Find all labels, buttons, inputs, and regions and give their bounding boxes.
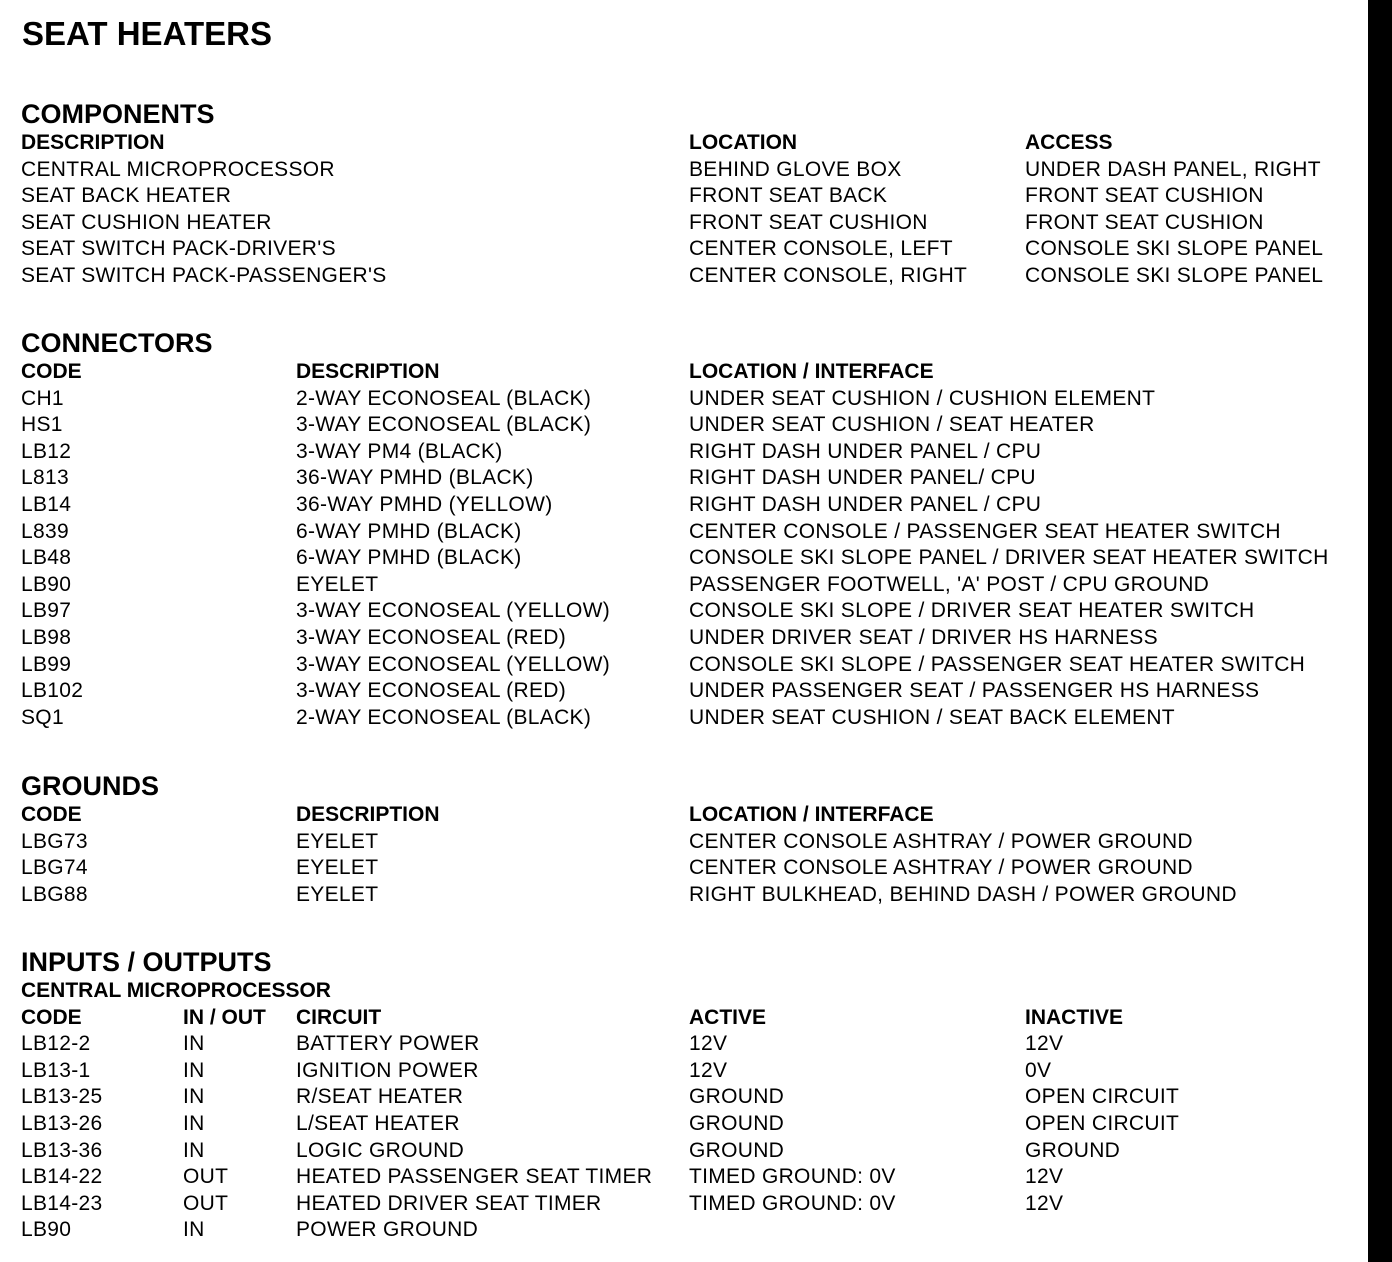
- circuit-cell: HEATED DRIVER SEAT TIMER: [296, 1191, 602, 1215]
- inactive-cell: OPEN CIRCUIT: [1025, 1085, 1180, 1109]
- code-cell: LB102: [21, 679, 84, 703]
- page-edge-bar: [1368, 0, 1392, 1262]
- code-cell: LB12-2: [21, 1032, 91, 1056]
- location-cell: CONSOLE SKI SLOPE / PASSENGER SEAT HEATER SWITCH: [689, 652, 1306, 676]
- location-cell: CONSOLE SKI SLOPE PANEL / DRIVER SEAT HEATER SWITCH: [689, 546, 1329, 570]
- in-out-cell: IN: [183, 1058, 205, 1082]
- location-cell: CENTER CONSOLE ASHTRAY / POWER GROUND: [689, 856, 1193, 880]
- location-cell: UNDER PASSENGER SEAT / PASSENGER HS HARNESS: [689, 679, 1260, 703]
- description-cell: SEAT SWITCH PACK-PASSENGER'S: [21, 263, 387, 287]
- io-subheading: CENTRAL MICROPROCESSOR: [21, 979, 331, 1002]
- table-row: [21, 210, 1366, 237]
- code-cell: LB90: [21, 1218, 72, 1242]
- access-cell: UNDER DASH PANEL, RIGHT: [1025, 157, 1321, 181]
- location-cell: PASSENGER FOOTWELL, 'A' POST / CPU GROUND: [689, 572, 1210, 596]
- column-header: ACTIVE: [689, 1005, 767, 1029]
- column-header: LOCATION: [689, 131, 798, 154]
- location-cell: FRONT SEAT CUSHION: [689, 210, 928, 234]
- location-cell: CENTER CONSOLE, RIGHT: [689, 263, 968, 287]
- table-row: [21, 678, 1366, 705]
- in-out-cell: IN: [183, 1138, 205, 1162]
- in-out-cell: IN: [183, 1111, 205, 1135]
- code-cell: LB12: [21, 439, 72, 463]
- active-cell: TIMED GROUND: 0V: [689, 1165, 896, 1189]
- table-row: [21, 439, 1366, 466]
- access-cell: FRONT SEAT CUSHION: [1025, 210, 1264, 234]
- code-cell: LB14: [21, 492, 72, 516]
- description-cell: 2-WAY ECONOSEAL (BLACK): [296, 705, 592, 729]
- grounds-header-row: [21, 802, 1366, 829]
- code-cell: LB97: [21, 599, 72, 623]
- location-cell: CENTER CONSOLE, LEFT: [689, 237, 953, 261]
- location-cell: FRONT SEAT BACK: [689, 184, 888, 208]
- code-cell: LB13-25: [21, 1085, 103, 1109]
- circuit-cell: L/SEAT HEATER: [296, 1111, 460, 1135]
- table-row: [21, 1084, 1366, 1111]
- description-cell: 3-WAY ECONOSEAL (RED): [296, 625, 567, 649]
- column-header: LOCATION / INTERFACE: [689, 803, 934, 826]
- location-cell: RIGHT DASH UNDER PANEL / CPU: [689, 492, 1042, 516]
- column-header: DESCRIPTION: [296, 803, 440, 826]
- column-header: CIRCUIT: [296, 1005, 382, 1029]
- column-header: DESCRIPTION: [296, 360, 440, 383]
- description-cell: CENTRAL MICROPROCESSOR: [21, 157, 335, 181]
- components-section: [21, 98, 1366, 290]
- circuit-cell: R/SEAT HEATER: [296, 1085, 464, 1109]
- grounds-section: [21, 770, 1366, 908]
- components-heading: COMPONENTS: [21, 99, 215, 129]
- table-row: [21, 1111, 1366, 1138]
- active-cell: GROUND: [689, 1085, 785, 1109]
- access-cell: CONSOLE SKI SLOPE PANEL: [1025, 263, 1324, 287]
- table-row: [21, 882, 1366, 909]
- inactive-cell: 12V: [1025, 1032, 1064, 1056]
- table-row: [21, 1164, 1366, 1191]
- description-cell: 2-WAY ECONOSEAL (BLACK): [296, 386, 592, 410]
- circuit-cell: BATTERY POWER: [296, 1032, 480, 1056]
- location-cell: RIGHT BULKHEAD, BEHIND DASH / POWER GROUND: [689, 882, 1237, 906]
- column-header: CODE: [21, 1005, 82, 1029]
- connectors-table-body: [21, 386, 1366, 732]
- table-row: [21, 1217, 1366, 1244]
- table-row: [21, 625, 1366, 652]
- location-cell: RIGHT DASH UNDER PANEL/ CPU: [689, 466, 1036, 490]
- location-cell: UNDER SEAT CUSHION / SEAT HEATER: [689, 413, 1095, 437]
- connectors-header-row: [21, 359, 1366, 386]
- location-cell: UNDER DRIVER SEAT / DRIVER HS HARNESS: [689, 625, 1158, 649]
- access-cell: FRONT SEAT CUSHION: [1025, 184, 1264, 208]
- in-out-cell: IN: [183, 1085, 205, 1109]
- description-cell: EYELET: [296, 856, 379, 880]
- table-row: [21, 1191, 1366, 1218]
- description-cell: SEAT SWITCH PACK-DRIVER'S: [21, 237, 336, 261]
- code-cell: L813: [21, 466, 69, 490]
- io-section: [21, 946, 1366, 1244]
- io-table-body: [21, 1031, 1366, 1244]
- location-cell: BEHIND GLOVE BOX: [689, 157, 902, 181]
- circuit-cell: POWER GROUND: [296, 1218, 479, 1242]
- table-row: [21, 1031, 1366, 1058]
- code-cell: LB14-22: [21, 1165, 103, 1189]
- description-cell: 3-WAY PM4 (BLACK): [296, 439, 503, 463]
- column-header: DESCRIPTION: [21, 131, 165, 154]
- table-row: [21, 652, 1366, 679]
- active-cell: 12V: [689, 1032, 728, 1056]
- code-cell: HS1: [21, 413, 63, 437]
- table-row: [21, 1138, 1366, 1165]
- inactive-cell: 12V: [1025, 1191, 1064, 1215]
- connectors-section: [21, 327, 1366, 731]
- code-cell: LB90: [21, 572, 72, 596]
- inactive-cell: OPEN CIRCUIT: [1025, 1111, 1180, 1135]
- table-row: [21, 1058, 1366, 1085]
- table-row: [21, 705, 1366, 732]
- access-cell: CONSOLE SKI SLOPE PANEL: [1025, 237, 1324, 261]
- in-out-cell: OUT: [183, 1165, 229, 1189]
- code-cell: LBG88: [21, 882, 88, 906]
- table-row: [21, 465, 1366, 492]
- description-cell: 3-WAY ECONOSEAL (YELLOW): [296, 652, 611, 676]
- in-out-cell: OUT: [183, 1191, 229, 1215]
- column-header: CODE: [21, 360, 82, 383]
- column-header: ACCESS: [1025, 131, 1113, 154]
- description-cell: 36-WAY PMHD (BLACK): [296, 466, 534, 490]
- table-row: [21, 598, 1366, 625]
- circuit-cell: IGNITION POWER: [296, 1058, 479, 1082]
- description-cell: EYELET: [296, 882, 379, 906]
- description-cell: 3-WAY ECONOSEAL (YELLOW): [296, 599, 611, 623]
- inactive-cell: GROUND: [1025, 1138, 1121, 1162]
- grounds-table-body: [21, 829, 1366, 909]
- code-cell: LBG73: [21, 829, 88, 853]
- location-cell: CENTER CONSOLE ASHTRAY / POWER GROUND: [689, 829, 1193, 853]
- column-header: CODE: [21, 803, 82, 826]
- code-cell: LB13-36: [21, 1138, 103, 1162]
- table-row: [21, 263, 1366, 290]
- description-cell: 3-WAY ECONOSEAL (BLACK): [296, 413, 592, 437]
- in-out-cell: IN: [183, 1218, 205, 1242]
- description-cell: 36-WAY PMHD (YELLOW): [296, 492, 553, 516]
- code-cell: LB98: [21, 625, 72, 649]
- description-cell: 6-WAY PMHD (BLACK): [296, 546, 522, 570]
- code-cell: L839: [21, 519, 69, 543]
- column-header: INACTIVE: [1025, 1005, 1124, 1029]
- description-cell: EYELET: [296, 829, 379, 853]
- active-cell: TIMED GROUND: 0V: [689, 1191, 896, 1215]
- code-cell: LBG74: [21, 856, 88, 880]
- code-cell: LB13-26: [21, 1111, 103, 1135]
- table-row: [21, 545, 1366, 572]
- active-cell: 12V: [689, 1058, 728, 1082]
- table-row: [21, 855, 1366, 882]
- circuit-cell: LOGIC GROUND: [296, 1138, 465, 1162]
- active-cell: GROUND: [689, 1111, 785, 1135]
- circuit-cell: HEATED PASSENGER SEAT TIMER: [296, 1165, 653, 1189]
- location-cell: UNDER SEAT CUSHION / CUSHION ELEMENT: [689, 386, 1156, 410]
- in-out-cell: IN: [183, 1032, 205, 1056]
- connectors-heading: CONNECTORS: [21, 328, 213, 358]
- code-cell: SQ1: [21, 705, 64, 729]
- description-cell: SEAT CUSHION HEATER: [21, 210, 272, 234]
- inactive-cell: 0V: [1025, 1058, 1052, 1082]
- description-cell: 6-WAY PMHD (BLACK): [296, 519, 522, 543]
- grounds-heading: GROUNDS: [21, 771, 160, 801]
- table-row: [21, 183, 1366, 210]
- code-cell: LB48: [21, 546, 72, 570]
- table-row: [21, 412, 1366, 439]
- page-title: SEAT HEATERS: [22, 15, 272, 52]
- location-cell: RIGHT DASH UNDER PANEL / CPU: [689, 439, 1042, 463]
- description-cell: 3-WAY ECONOSEAL (RED): [296, 679, 567, 703]
- location-cell: UNDER SEAT CUSHION / SEAT BACK ELEMENT: [689, 705, 1175, 729]
- table-row: [21, 157, 1366, 184]
- code-cell: LB13-1: [21, 1058, 91, 1082]
- table-row: [21, 829, 1366, 856]
- table-row: [21, 236, 1366, 263]
- table-row: [21, 519, 1366, 546]
- description-cell: EYELET: [296, 572, 379, 596]
- column-header: IN / OUT: [183, 1005, 266, 1029]
- code-cell: LB99: [21, 652, 72, 676]
- table-row: [21, 572, 1366, 599]
- active-cell: GROUND: [689, 1138, 785, 1162]
- components-header-row: [21, 130, 1366, 157]
- location-cell: CENTER CONSOLE / PASSENGER SEAT HEATER SWITCH: [689, 519, 1281, 543]
- description-cell: SEAT BACK HEATER: [21, 184, 232, 208]
- column-header: LOCATION / INTERFACE: [689, 360, 934, 383]
- location-cell: CONSOLE SKI SLOPE / DRIVER SEAT HEATER SWITCH: [689, 599, 1255, 623]
- table-row: [21, 386, 1366, 413]
- code-cell: LB14-23: [21, 1191, 103, 1215]
- components-table-body: [21, 157, 1366, 290]
- io-header-row: [21, 1005, 1366, 1032]
- inactive-cell: 12V: [1025, 1165, 1064, 1189]
- code-cell: CH1: [21, 386, 64, 410]
- io-heading: INPUTS / OUTPUTS: [21, 947, 272, 977]
- table-row: [21, 492, 1366, 519]
